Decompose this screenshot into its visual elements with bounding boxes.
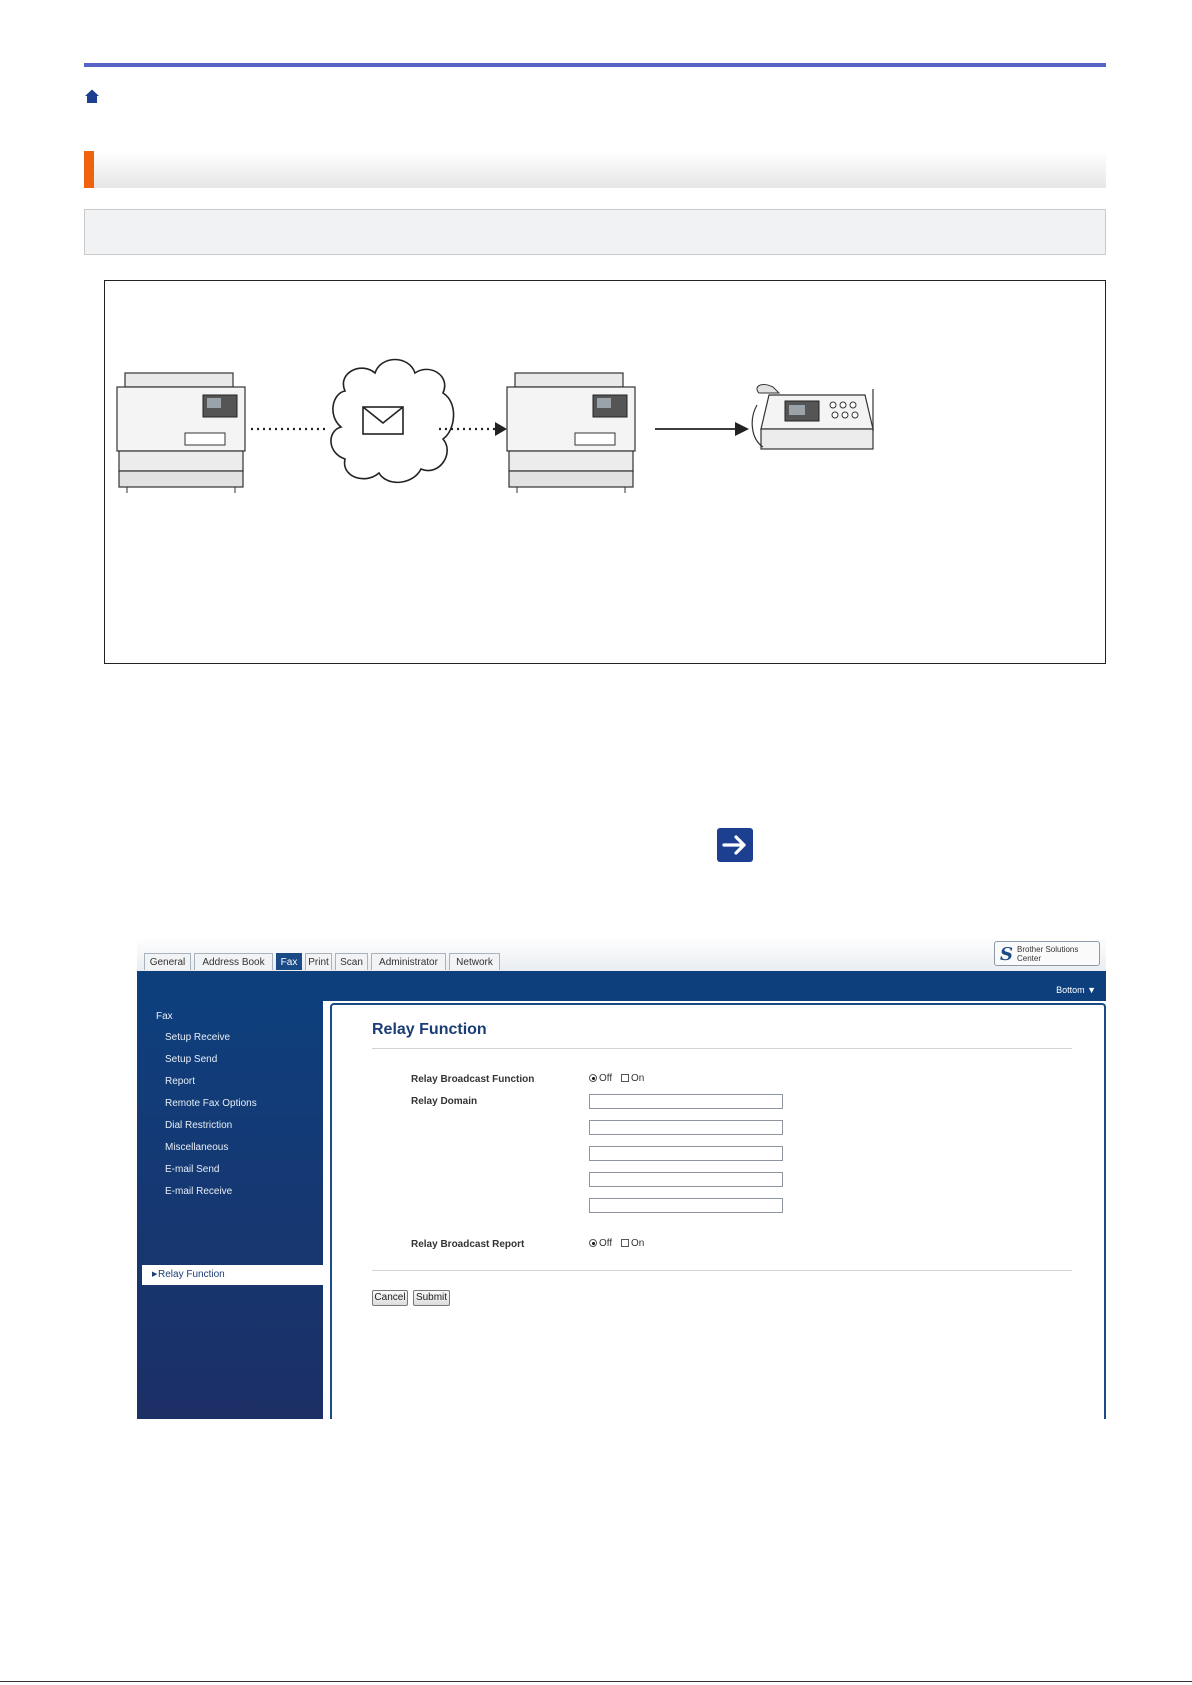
printer-icon xyxy=(507,373,635,493)
brother-logo-icon: S xyxy=(1000,944,1013,965)
logo-text: Brother Solutions Center xyxy=(1017,945,1079,963)
sidebar-item-report[interactable]: Report xyxy=(165,1076,196,1087)
radio-off-label: Off xyxy=(599,1073,613,1084)
radio-off-label: Off xyxy=(599,1238,613,1249)
tab-network[interactable]: Network xyxy=(449,953,500,970)
arrow-right-icon xyxy=(717,828,753,862)
radio-on[interactable] xyxy=(621,1239,629,1247)
wbm-content-panel xyxy=(330,1003,1106,1419)
email-cloud-icon xyxy=(331,360,454,483)
submit-button[interactable]: Submit xyxy=(413,1290,450,1306)
relay-broadcast-report-radios xyxy=(589,1238,644,1249)
wbm-tab-bar xyxy=(137,937,1106,971)
wbm-sidebar xyxy=(137,1001,323,1419)
sidebar-item-email-send[interactable]: E-mail Send xyxy=(165,1164,220,1175)
radio-off[interactable] xyxy=(589,1074,597,1082)
tab-print[interactable]: Print xyxy=(305,953,332,970)
cancel-button[interactable]: Cancel xyxy=(372,1290,408,1306)
sidebar-item-relay-function[interactable] xyxy=(142,1265,323,1285)
bottom-link[interactable]: Bottom ▼ xyxy=(1056,985,1096,995)
radio-on-label: On xyxy=(630,1238,645,1249)
sidebar-item-dial-restriction[interactable]: Dial Restriction xyxy=(165,1120,233,1131)
wbm-header-bar xyxy=(137,971,1106,1001)
relay-broadcast-function-label: Relay Broadcast Function xyxy=(411,1074,535,1085)
radio-on-label: On xyxy=(630,1073,645,1084)
solutions-center-logo[interactable] xyxy=(994,941,1100,966)
sidebar-item-email-receive[interactable]: E-mail Receive xyxy=(165,1186,233,1197)
relay-broadcast-report-label: Relay Broadcast Report xyxy=(411,1239,525,1250)
bullet-icon: ▶ xyxy=(152,1271,158,1278)
tab-scan[interactable]: Scan xyxy=(335,953,368,970)
relay-broadcast-function-radios xyxy=(589,1073,644,1084)
radio-on[interactable] xyxy=(621,1074,629,1082)
relay-domain-input-3[interactable] xyxy=(589,1146,783,1161)
page-bottom-rule xyxy=(0,1681,1192,1682)
relay-domain-input-4[interactable] xyxy=(589,1172,783,1187)
sidebar-item-setup-send[interactable]: Setup Send xyxy=(165,1054,218,1065)
sidebar-heading-fax[interactable]: Fax xyxy=(156,1011,173,1022)
relay-domain-label: Relay Domain xyxy=(411,1096,478,1107)
tab-general[interactable]: General xyxy=(144,953,191,970)
home-icon[interactable] xyxy=(84,88,100,104)
top-rule xyxy=(84,63,1106,67)
tab-administrator[interactable]: Administrator xyxy=(371,953,446,970)
relay-diagram-frame xyxy=(104,280,1106,664)
sidebar-item-label: Relay Function xyxy=(158,1269,225,1280)
sidebar-item-setup-receive[interactable]: Setup Receive xyxy=(165,1032,231,1043)
web-management-screenshot xyxy=(137,937,1106,1419)
sidebar-item-remote-fax-options[interactable]: Remote Fax Options xyxy=(165,1098,257,1109)
divider xyxy=(372,1048,1072,1049)
divider xyxy=(372,1270,1072,1271)
relay-domain-input-5[interactable] xyxy=(589,1198,783,1213)
fax-machine-icon xyxy=(752,385,873,449)
radio-off[interactable] xyxy=(589,1239,597,1247)
page-title: Relay Function xyxy=(372,1021,487,1038)
relay-domain-input-1[interactable] xyxy=(589,1094,783,1109)
tab-fax[interactable]: Fax xyxy=(276,953,302,970)
relay-domain-input-2[interactable] xyxy=(589,1120,783,1135)
related-info-box xyxy=(84,209,1106,255)
sidebar-item-miscellaneous[interactable]: Miscellaneous xyxy=(165,1142,229,1153)
printer-icon xyxy=(117,373,245,493)
section-heading-bar xyxy=(84,151,1106,188)
tab-address-book[interactable]: Address Book xyxy=(194,953,273,970)
section-heading-accent xyxy=(84,151,94,188)
